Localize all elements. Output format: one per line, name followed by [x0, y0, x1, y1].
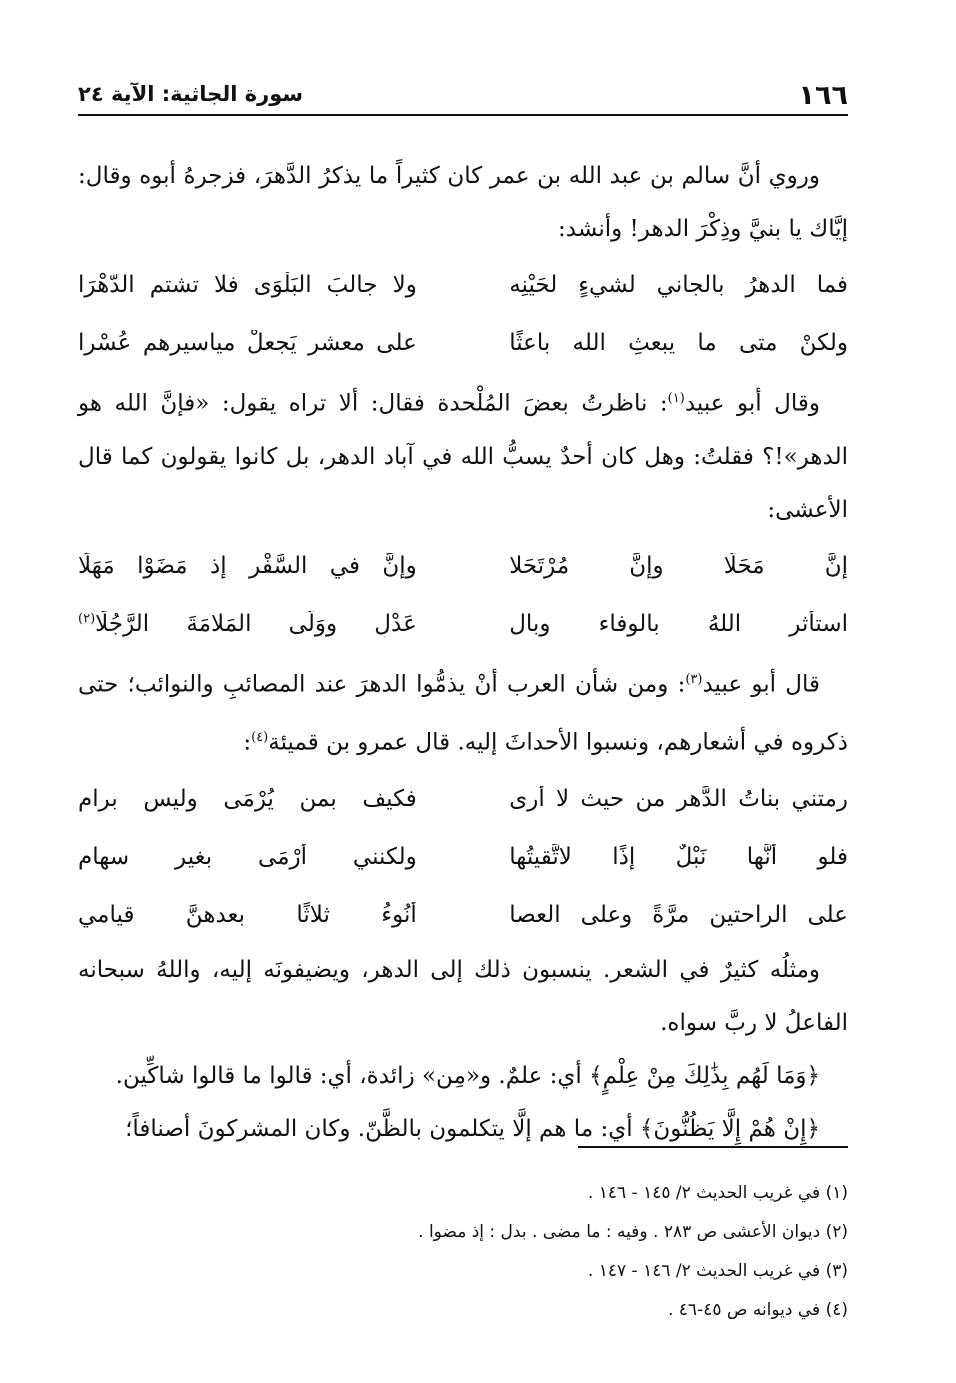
verse-first-hemistich: إنَّ مَحَلًّا وإنَّ مُرْتَحَلا	[509, 552, 848, 579]
paragraph-6: ﴿إِنْ هُمْ إِلَّا يَظُنُّونَ﴾ أي: ما هم إلَّا يتكلمون بالظَّنّ. وكان المشركونَ أصنافاً؛	[125, 1115, 820, 1142]
footnote-ref-2: (٢)	[78, 611, 96, 626]
page-body	[78, 150, 848, 1156]
verse-line	[78, 886, 848, 944]
footnote-ref-1: (١)	[667, 391, 685, 406]
verse-first-hemistich: استأثر اللهُ بالوفاء وبال	[509, 610, 848, 637]
verse-line	[78, 595, 848, 653]
paragraph-2-start: وقال أبو عبيد	[684, 390, 820, 417]
verse-line	[78, 537, 848, 595]
verse-second-hemistich: ولا جالبَ البَلْوَى فلا تشتم الدّهْرَا	[78, 272, 417, 298]
verse-second-hemistich: وإنَّ في السَّفْرِ إذ مَضَوْا مَهَلَا	[78, 552, 417, 579]
footnote-ref-3: (٣)	[685, 671, 703, 687]
footnote-2: (٢) ديوان الأعشى ص ٢٨٣ . وفيه : ما مضى . بدل : إذ مضوا .	[418, 1222, 848, 1242]
footnote-3: (٣) في غريب الحديث ٢/ ١٤٦ - ١٤٧ .	[587, 1261, 848, 1281]
paragraph-4: ومثلُه كثيرٌ في الشعر. ينسبون ذلك إلى الدهر، ويضيفونَه إليه، واللهُ سبحانه الفاعلُ لا ربَّ سواه.	[78, 956, 848, 1036]
paragraph-3	[78, 653, 848, 770]
verse-second-hemistich: أَنُوءُ ثلاثًا بعدهنَّ قيامي	[78, 901, 417, 928]
paragraph-3-start: قال أبو عبيد	[702, 671, 821, 698]
verse-line	[78, 314, 848, 372]
verse-second-hemistich: ولكنني أُرْمَى بغير سهامِ	[78, 843, 417, 870]
footnote-1: (١) في غريب الحديث ٢/ ١٤٥ - ١٤٦ .	[587, 1183, 848, 1203]
paragraph-2-rest: : ناظرتُ بعضَ المُلْحدة فقال: ألا تراه يقول: «فإنَّ الله هو الدهر»!؟ فقلتُ: وهل كان أحدٌ يسبُّ الله في آباد الدهر، بل كانوا يقولون كما قال الأعشى:	[78, 390, 848, 523]
footnote-4: (٤) في ديوانه ص ٤٥-٤٦ .	[667, 1300, 848, 1320]
verse-first-hemistich: فلو أنَّها نَبْلٌ إذًا لاتَّقيتُها	[509, 843, 848, 870]
running-title: سورة الجاثية: الآية ٢٤	[78, 82, 304, 106]
footnote-separator	[578, 1146, 848, 1148]
paragraph-1: وروي أنَّ سالم بن عبد الله بن عمر كان كثيراً ما يذكرُ الدَّهرَ، فزجرهُ أبوه وقال: إيَّاك يا بنيَّ وذِكْرَ الدهر! وأنشد:	[78, 163, 848, 242]
header-rule	[78, 114, 848, 116]
verse-line	[78, 828, 848, 886]
verse-first-hemistich: ولكنْ متى ما يبعثِ الله باعثًا	[509, 330, 848, 356]
verse-text: عَدْلِ ووَلَّى المَلامَةَ الرَّجُلَا	[95, 610, 417, 637]
verse-line	[78, 770, 848, 828]
verse-line	[78, 256, 848, 314]
footnote-ref-4: (٤)	[251, 730, 269, 746]
verse-second-hemistich	[78, 611, 417, 637]
footnotes	[78, 1174, 848, 1330]
verse-first-hemistich: رمتني بناتُ الدَّهر من حيث لا أرى	[509, 785, 848, 812]
verse-first-hemistich: فما الدهرُ بالجاني لشيءٍ لحَيْنِه	[509, 272, 848, 298]
verse-second-hemistich: فكيف بمن يُرْمَى وليس برامِ	[78, 785, 417, 812]
paragraph-3-end: :	[243, 729, 252, 756]
paragraph-3-middle: : ومن شأن العرب أنْ يذمُّوا الدهرَ عند المصائبِ والنوائب؛ حتى ذكروه في أشعارهم، ونسبوا الأحداثَ إليه. قال عمرو بن قميئة	[78, 671, 848, 756]
paragraph-5: ﴿وَمَا لَهُم بِذَٰلِكَ مِنْ عِلْمٍ﴾ أي: علمٌ. و«مِن» زائدة، أي: قالوا ما قالوا شاكِّين.	[115, 1062, 820, 1089]
paragraph-2	[78, 372, 848, 537]
verse-second-hemistich: على معشرٍ يَجعلْ مياسيرهم عُسْرا	[78, 330, 417, 356]
page-number: ١٦٦	[798, 80, 848, 111]
verse-first-hemistich: على الراحتين مرَّةً وعلى العصا	[509, 901, 848, 928]
page-header	[78, 72, 848, 116]
